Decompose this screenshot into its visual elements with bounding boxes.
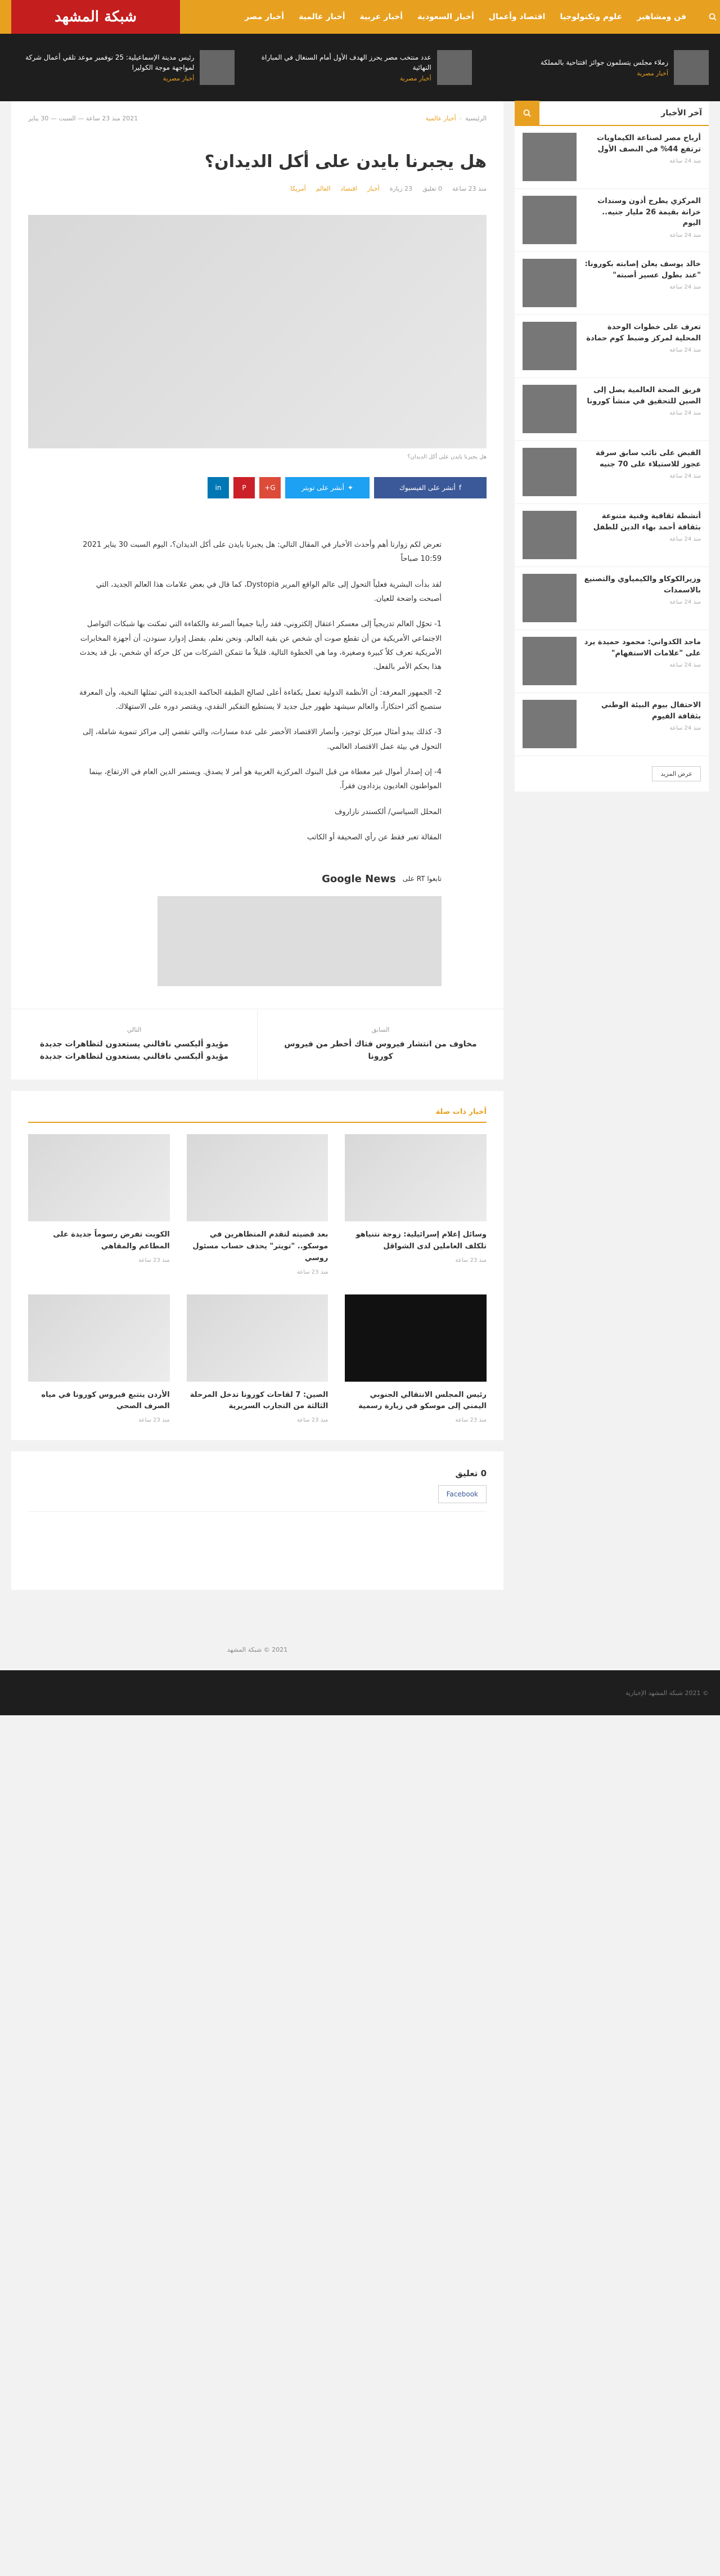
related-grid xyxy=(28,1134,487,1423)
page-body xyxy=(0,101,720,1670)
nav-item[interactable]: اقتصاد وأعمال xyxy=(488,12,546,21)
related-thumbnail[interactable] xyxy=(345,1294,487,1382)
list-item-thumbnail[interactable] xyxy=(523,385,577,433)
share-linkedin-button[interactable] xyxy=(208,477,229,498)
linkedin-icon: in xyxy=(215,484,222,492)
related-title[interactable]: بعد قضيته لتقدم المتظاهرين في موسكو.. "تويتر" يحذف حساب مسئول روسي xyxy=(192,1230,328,1262)
ticker-item[interactable] xyxy=(11,50,235,85)
nav-item[interactable]: فن ومشاهير xyxy=(637,12,686,21)
search-icon[interactable] xyxy=(515,101,539,125)
footer-note: 2021 © شبكة المشهد xyxy=(227,1646,288,1654)
share-twitter-label: أنشر على تويتر xyxy=(302,484,344,492)
ticker-title: عدد منتخب مصر يحرز الهدف الأول أمام السنغال في المباراة النهائية xyxy=(261,53,431,71)
article-paragraph: 2- الجمهور المعرفة: أن الأنظمة الدولية تعمل بكفاءة أعلى لصالح الطبقة الحاكمة الجديدة التي تمثلها النخبة، وأن المعرفة ستصبح أكثر احتكاراً، والعالم سيشهد ظهور جيل جديد لا يستطيع التفكير النقدي، ويقتصر دوره على الاستهلاك. xyxy=(79,688,442,712)
list-item-thumbnail[interactable] xyxy=(523,133,577,181)
list-item-meta: منذ 24 ساعة xyxy=(669,284,701,290)
related-meta: منذ 23 ساعة xyxy=(296,1417,328,1424)
list-item-info xyxy=(583,133,701,182)
gnews-banner-image[interactable] xyxy=(158,896,442,986)
list-item-meta: منذ 24 ساعة xyxy=(669,410,701,416)
share-facebook-button[interactable] xyxy=(374,477,487,498)
breadcrumb-category[interactable]: أخبار عالمية xyxy=(425,115,456,122)
page-title: هل يجبرنا بايدن على أكل الديدان؟ xyxy=(204,152,487,172)
related-meta: منذ 23 ساعة xyxy=(455,1417,487,1424)
list-item-thumbnail[interactable] xyxy=(523,196,577,244)
facebook-comments-tab[interactable]: Facebook xyxy=(438,1485,487,1503)
list-item-info xyxy=(583,637,701,686)
related-thumbnail[interactable] xyxy=(187,1294,328,1382)
footer-copyright: © 2021 شبكة المشهد الإخبارية xyxy=(626,1689,709,1697)
tag-link[interactable]: اقتصاد xyxy=(340,185,357,192)
site-logo[interactable]: شبكة المشهد xyxy=(11,0,180,34)
post-time: منذ 23 ساعة xyxy=(452,185,487,192)
sidebar-header xyxy=(515,101,709,126)
comments-area xyxy=(28,1511,487,1573)
prev-article-link[interactable] xyxy=(257,1009,503,1080)
header-icons xyxy=(705,10,720,24)
nav-item[interactable]: أخبار عالمية xyxy=(299,12,345,21)
share-googleplus-button[interactable] xyxy=(259,477,281,498)
news-ticker xyxy=(0,34,720,101)
list-item-title[interactable]: خالد يوسف يعلن إصابته بكورونا: "عند بطول عسير أصبته" xyxy=(584,260,701,280)
top-header xyxy=(0,0,720,34)
related-thumbnail[interactable] xyxy=(187,1134,328,1221)
related-card[interactable] xyxy=(28,1294,170,1424)
related-meta: منذ 23 ساعة xyxy=(455,1257,487,1264)
related-title[interactable]: الأردن يتتبع فيروس كورونا في مياه الصرف الصحي xyxy=(41,1390,170,1411)
list-item-info xyxy=(583,448,701,497)
related-meta: منذ 23 ساعة xyxy=(138,1417,170,1424)
tag-link[interactable]: أخبار xyxy=(367,185,380,192)
list-item-thumbnail[interactable] xyxy=(523,259,577,307)
share-facebook-label: أنشر على الفيسبوك xyxy=(399,484,456,492)
nav-item[interactable]: أخبار السعودية xyxy=(417,12,474,21)
list-item-meta: منذ 24 ساعة xyxy=(669,662,701,668)
article-navigation xyxy=(11,1009,503,1080)
next-label: التالي xyxy=(127,1026,142,1033)
nav-item[interactable]: أخبار عربية xyxy=(359,12,403,21)
main-content xyxy=(0,101,515,1670)
list-item-title[interactable]: القبض على نائب سابق سرقة عجوز للاستيلاء على 70 جنيه xyxy=(595,449,701,469)
list-item-info xyxy=(583,322,701,371)
article-paragraph: تعرض لكم زوارنا أهم وأحدث الأخبار في المقال التالي: هل يجبرنا بايدن على أكل الديدان؟، اليوم السبت 30 يناير 2021 10:59 صباحاً xyxy=(83,541,442,564)
prev-title: مخاوف من انتشار فيروس فتاك أخطر من فيروس كورونا xyxy=(284,1039,477,1061)
share-twitter-button[interactable] xyxy=(285,477,370,498)
ticker-title: زملاء مجلس يتسلمون جوائز افتتاحية بالمملكة xyxy=(540,59,668,66)
ticker-category: أخبار مصرية xyxy=(399,75,431,82)
list-item-thumbnail[interactable] xyxy=(523,322,577,370)
ticker-category: أخبار مصرية xyxy=(637,70,668,77)
ticker-title: رئيس مدينة الإسماعيلية: 25 نوفمبر موعد تلقي أعمال شركة لمواجهة موجة الكوليرا xyxy=(25,53,195,71)
show-more-button[interactable]: عرض المزيد xyxy=(652,766,701,781)
sidebar xyxy=(515,101,709,1670)
next-article-link[interactable] xyxy=(11,1009,257,1080)
list-item-meta: منذ 24 ساعة xyxy=(669,158,701,164)
related-thumbnail[interactable] xyxy=(28,1134,170,1221)
list-item[interactable] xyxy=(515,378,709,441)
article-author: المحلل السياسي/ ألكسندر نازاروف xyxy=(334,807,442,816)
list-item-title[interactable]: وزيرالكوكاو والكيمياوي والتصنيع بالاسمدات xyxy=(584,575,701,595)
related-meta: منذ 23 ساعة xyxy=(138,1257,170,1264)
twitter-icon: ✦ xyxy=(347,484,353,492)
list-item-thumbnail[interactable] xyxy=(523,700,577,748)
article-paragraph: 1- تحوّل العالم تدريجياً إلى معسكر اعتقال إلكتروني، فقد رأينا جميعاً السرعة والكفاءة التي تمكنت بها شبكات التواصل الاجتماعي الأمريكية من أن تقطع صوت أي شخص عن بقية العالم. ونحن نعلم، بفضل إدوارد سنودن، أن أجهزة المخابرات الأمريكية تعرف كلاً كبيرة وصغيرة، وما هي الخطوة التالية. قليلاً ما تتمكن الشركات من كل حركة أي شخص، بل قد يحدث هذا بحكم الأمر بالفعل. xyxy=(79,620,442,672)
ticker-item[interactable] xyxy=(485,50,709,85)
google-news-follow[interactable] xyxy=(11,867,503,891)
google-news-logo: Google News xyxy=(322,873,396,885)
list-item-info xyxy=(583,511,701,560)
related-thumbnail[interactable] xyxy=(28,1294,170,1382)
list-item-info xyxy=(583,385,701,434)
list-item-thumbnail[interactable] xyxy=(523,448,577,496)
list-item-meta: منذ 24 ساعة xyxy=(669,725,701,731)
prev-label: السابق xyxy=(371,1026,390,1033)
related-card[interactable] xyxy=(345,1294,487,1424)
share-bar xyxy=(11,466,503,510)
article-meta xyxy=(11,185,503,215)
facebook-icon: f xyxy=(458,484,462,492)
view-count: 23 زيارة xyxy=(389,185,412,192)
share-pinterest-button[interactable] xyxy=(233,477,255,498)
googleplus-icon: G+ xyxy=(264,484,276,492)
date-line: 2021 منذ 23 ساعة — السبت — 30 يناير xyxy=(28,115,138,122)
article-paragraph: 3- كذلك يبدو أمثال ميركل توجيز، وأنصار الاقتصاد الأخضر على عدة مسارات، والتي تقضي إلى مراكز تنموية شاملة، إلى التحول في بيئة عمل الاقتصاد العالمي. xyxy=(83,728,442,751)
list-item-meta: منذ 24 ساعة xyxy=(669,599,701,605)
related-meta: منذ 23 ساعة xyxy=(296,1269,328,1275)
list-item-title[interactable]: أرباح مصر لصناعة الكيماويات ترتفع 44% في النصف الأول xyxy=(597,134,701,154)
list-item-info xyxy=(583,700,701,749)
related-card[interactable] xyxy=(187,1294,328,1424)
list-item[interactable] xyxy=(515,189,709,252)
list-item[interactable] xyxy=(515,567,709,630)
breadcrumb: الرئيسية›أخبار عالمية 2021 منذ 23 ساعة — السبت — 30 يناير xyxy=(28,115,487,122)
site-footer xyxy=(0,1670,720,1715)
nav-item[interactable]: علوم وتكنولوجيا xyxy=(560,12,623,21)
related-title[interactable]: رئيس المجلس الانتقالي الجنوبي اليمني إلى موسكو في زيارة رسمية xyxy=(358,1390,487,1411)
ticker-thumbnail xyxy=(674,50,709,85)
list-item-meta: منذ 24 ساعة xyxy=(669,536,701,542)
search-icon[interactable] xyxy=(705,10,720,24)
sidebar-title: آخر الأخبار xyxy=(661,109,702,118)
hero-image xyxy=(28,215,487,448)
article-source-note: المقالة تعبر فقط عن رأي الصحيفة أو الكاتب xyxy=(307,833,442,842)
list-item-meta: منذ 24 ساعة xyxy=(669,232,701,239)
image-caption: هل يجبرنا بايدن على أكل الديدان؟ xyxy=(407,454,487,460)
article-paragraph: لقد بدأت البشرية فعلياً التحول إلى عالم الواقع المرير Dystopia، كما قال في بعض علامات هذا العالم الجديد، التي أصبحت واضحة للعيان. xyxy=(96,580,442,604)
pinterest-icon: P xyxy=(242,484,246,492)
list-item-title[interactable]: تعرف على خطوات الوحدة المحلية لمركز وضبط كوم حمادة xyxy=(586,323,701,343)
list-item-title[interactable]: ماجد الكدواني: محمود حميدة يرد على "علامات الاستفهام" xyxy=(584,638,701,658)
related-news xyxy=(11,1091,503,1440)
list-item-info xyxy=(583,259,701,308)
tag-link[interactable]: أمريكا xyxy=(290,185,306,192)
ticker-category: أخبار مصرية xyxy=(163,75,195,82)
list-item[interactable] xyxy=(515,126,709,189)
gnews-label: تابعوا RT على xyxy=(402,875,442,883)
list-item[interactable] xyxy=(515,693,709,756)
list-item-title[interactable]: فريق الصحة العالمية يصل إلى الصين للتحقيق في منشأ كورونا xyxy=(587,386,701,406)
comments-heading: 0 تعليق xyxy=(455,1468,487,1479)
list-item[interactable] xyxy=(515,252,709,315)
next-title: مؤيدو أليكسي نافالني يستعدون لتظاهرات جديدة مؤيدو أليكسي نافالني يستعدون لتظاهرات جديدة xyxy=(39,1039,229,1061)
related-title[interactable]: وسائل إعلام إسرائيلية: زوجة نتنياهو تلكلف العاملين لدى الشواقل xyxy=(356,1230,487,1251)
list-item[interactable] xyxy=(515,441,709,504)
related-card[interactable] xyxy=(28,1134,170,1275)
list-item-title[interactable]: المركزي يطرح أذون وسندات خزانة بقيمة 26 مليار جنيه.. اليوم xyxy=(597,197,701,227)
sidebar-list xyxy=(515,126,709,756)
latest-news-widget xyxy=(515,101,709,792)
breadcrumb-home[interactable]: الرئيسية xyxy=(465,115,487,122)
list-item-meta: منذ 24 ساعة xyxy=(669,473,701,479)
related-title[interactable]: الكويت تفرض رسوماً جديدة على المطاعم والمقاهي xyxy=(53,1230,170,1251)
list-item-info xyxy=(583,574,701,623)
comments-section xyxy=(11,1451,503,1590)
list-item[interactable] xyxy=(515,504,709,567)
list-item-title[interactable]: الاحتفال بيوم البيئة الوطني بثقافة الفيوم xyxy=(601,701,701,721)
related-title[interactable]: الصين: 7 لقاحات كورونا تدخل المرحلة الثالثة من التجارب السريرية xyxy=(190,1390,328,1411)
list-item-thumbnail[interactable] xyxy=(523,637,577,685)
main-nav xyxy=(180,12,705,21)
ticker-thumbnail xyxy=(200,50,235,85)
related-heading: أخبار ذات صلة xyxy=(28,1108,487,1123)
article-paragraph: 4- إن إصدار أموال غير مغطاة من قبل البنوك المركزية الغربية هو أمر لا يصدق. ويستمر الدين العام في الارتفاع، بينما المواطنون العاديون يزدادون فقراً. xyxy=(89,768,442,791)
related-card[interactable] xyxy=(187,1134,328,1275)
article-body xyxy=(11,510,503,867)
list-item-title[interactable]: أنشطة ثقافية وفنية متنوعة بثقافة أحمد بهاء الدين للطفل xyxy=(593,512,701,532)
ticker-item[interactable] xyxy=(248,50,471,85)
list-item[interactable] xyxy=(515,630,709,693)
tag-link[interactable]: العالم xyxy=(316,185,331,192)
related-card[interactable] xyxy=(345,1134,487,1275)
article-card xyxy=(11,101,503,1080)
nav-item[interactable]: أخبار مصر xyxy=(245,12,285,21)
related-thumbnail[interactable] xyxy=(345,1134,487,1221)
list-item[interactable] xyxy=(515,315,709,378)
list-item-info xyxy=(583,196,701,245)
comment-count[interactable]: 0 تعليق xyxy=(422,185,442,192)
ticker-thumbnail xyxy=(437,50,472,85)
list-item-meta: منذ 24 ساعة xyxy=(669,347,701,353)
list-item-thumbnail[interactable] xyxy=(523,574,577,622)
list-item-thumbnail[interactable] xyxy=(523,511,577,559)
